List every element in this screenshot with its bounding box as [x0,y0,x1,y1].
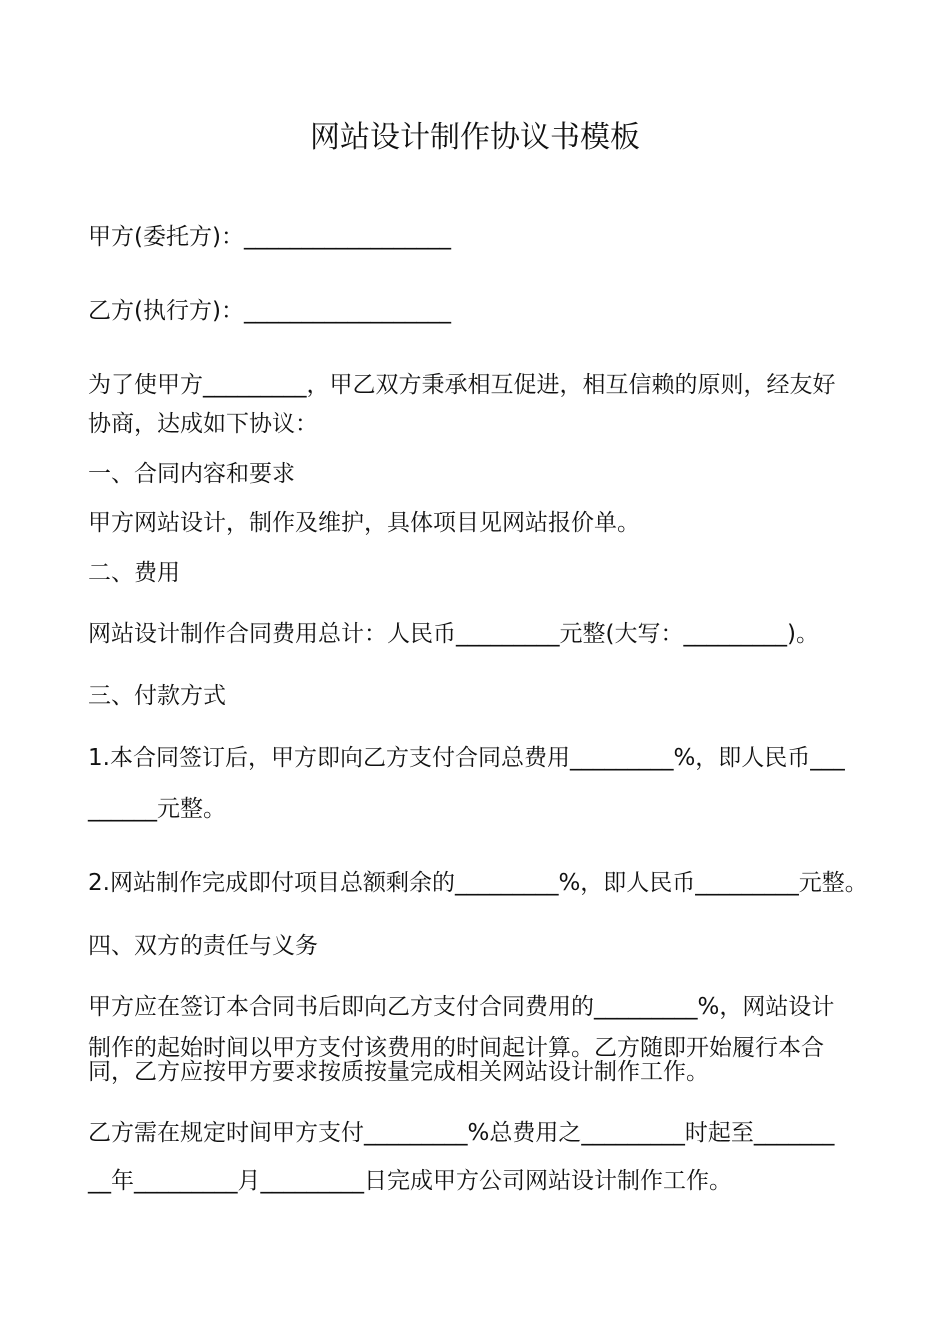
payment-1-line-2: ______元整。 [88,796,226,822]
section-3-heading: 三、付款方式 [88,683,226,709]
section-2-body: 网站设计制作合同费用总计：人民币_________元整(大写：_________)。 [88,621,819,647]
duty-2-line-2: __年_________月_________日完成甲方公司网站设计制作工作。 [88,1168,732,1194]
payment-2: 2.网站制作完成即付项目总额剩余的_________%，即人民币_________元整。 [88,870,868,896]
intro-line-1: 为了使甲方_________，甲乙双方秉承相互促进，相互信赖的原则，经友好 [88,372,836,398]
duty-2-line-1: 乙方需在规定时间甲方支付_________%总费用之_________时起至_______ [88,1120,835,1146]
duty-1-line-3: 同，乙方应按甲方要求按质按量完成相关网站设计制作工作。 [88,1059,709,1085]
duty-1-line-2: 制作的起始时间以甲方支付该费用的时间起计算。乙方随即开始履行本合 [88,1035,824,1061]
section-1-body: 甲方网站设计，制作及维护，具体项目见网站报价单。 [88,510,640,536]
party-a-line: 甲方(委托方)：__________________ [88,224,451,250]
payment-1-line-1: 1.本合同签订后，甲方即向乙方支付合同总费用_________%，即人民币___ [88,745,845,771]
section-2-heading: 二、费用 [88,560,180,586]
party-b-line: 乙方(执行方)：__________________ [88,298,451,324]
intro-line-2: 协商，达成如下协议： [88,411,318,437]
section-1-heading: 一、合同内容和要求 [88,461,295,487]
section-4-heading: 四、双方的责任与义务 [88,933,318,959]
document-title: 网站设计制作协议书模板 [310,120,640,155]
duty-1-line-1: 甲方应在签订本合同书后即向乙方支付合同费用的_________%，网站设计 [88,994,835,1020]
